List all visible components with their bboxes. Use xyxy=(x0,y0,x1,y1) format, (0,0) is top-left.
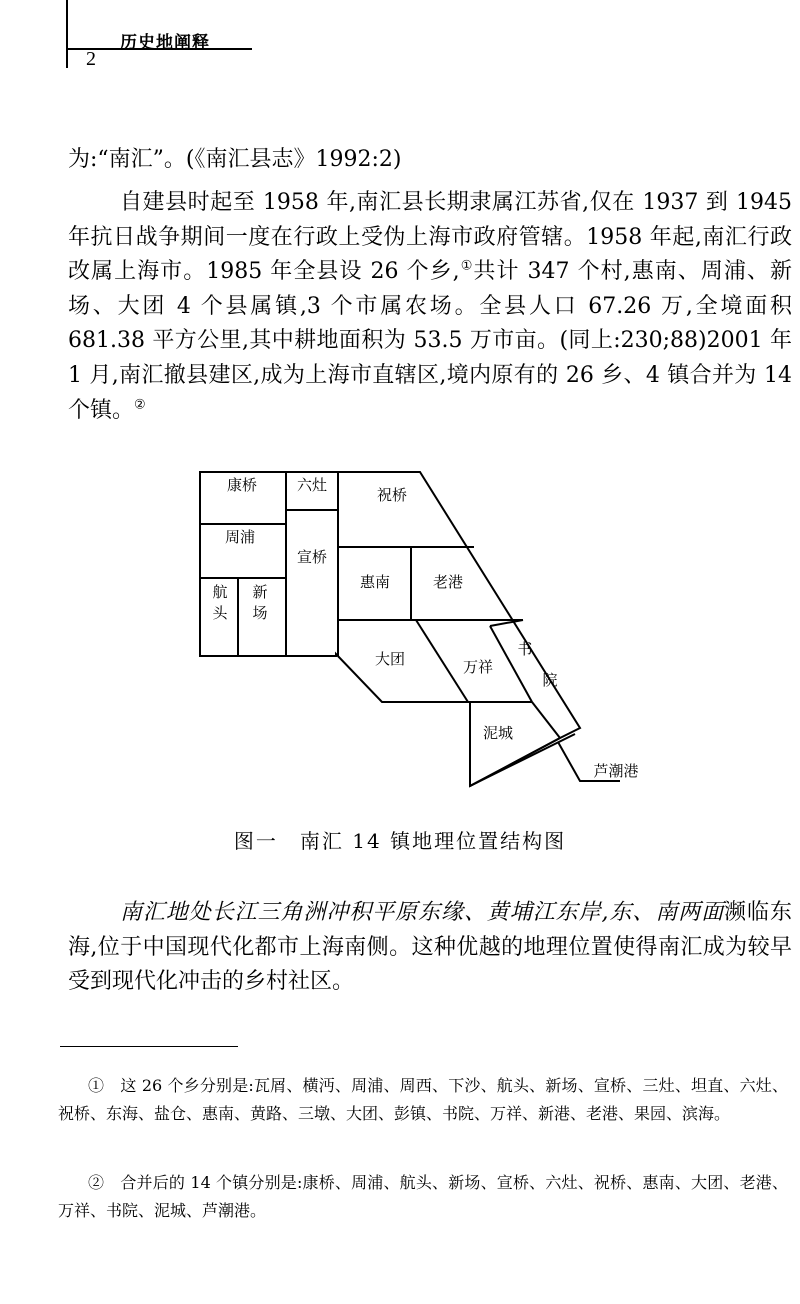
footnote-separator xyxy=(60,1046,238,1047)
nanhui-town-map xyxy=(180,466,639,796)
label-zhuqiao: 祝桥 xyxy=(376,486,408,504)
label-nicheng: 泥城 xyxy=(482,724,514,742)
page-number: 2 xyxy=(86,48,96,70)
label-hangtou-2: 头 xyxy=(212,604,228,622)
label-datuan: 大团 xyxy=(374,650,406,668)
footnote-1-text: 这 26 个乡分别是:瓦屑、横沔、周浦、周西、下沙、航头、新场、宣桥、三灶、坦直、六灶、祝桥、东海、盐仓、惠南、黄路、三墩、大团、彭镇、书院、万祥、新港、老港、果园、滨海。 xyxy=(58,1076,788,1123)
footnote-2-text: 合并后的 14 个镇分别是:康桥、周浦、航头、新场、宣桥、六灶、祝桥、惠南、大团、老港、万祥、书院、泥城、芦潮港。 xyxy=(58,1173,788,1220)
label-xinchang-1: 新 xyxy=(252,583,268,601)
label-xuanqiao: 宣桥 xyxy=(296,548,328,566)
footnote-ref-2[interactable]: ② xyxy=(134,397,146,413)
paragraph-1: 为:“南汇”。(《南汇县志》1992:2) xyxy=(68,147,402,172)
map-svg xyxy=(180,466,639,796)
paragraph-2-text-a: 自建县时起至 1958 年,南汇县长期隶属江苏省,仅在 1937 到 1945 年抗日战争期间一度在行政上受伪上海市政府管辖。1958 年起,南汇行政改属上海市。1985 年全县设 26 个乡, xyxy=(68,190,792,285)
border-shuyuan-south xyxy=(532,702,560,738)
label-laogang: 老港 xyxy=(432,573,464,591)
border-wanxiang-shuyuan xyxy=(490,626,532,702)
footnote-2-marker: ② xyxy=(88,1173,105,1192)
label-xinchang-2: 场 xyxy=(252,604,268,622)
paragraph-3-text: 濒临东海,位于中国现代化都市上海南侧。这种优越的地理位置使得南汇成为较早受到现代化冲击的乡村社区。 xyxy=(68,900,792,995)
paragraph-3-italic: 南汇地处长江三角洲冲积平原东缘、黄埔江东岸,东、南两面 xyxy=(120,900,725,925)
label-huinan: 惠南 xyxy=(359,573,391,591)
paragraph-3 xyxy=(68,896,792,1000)
label-zhoupu: 周浦 xyxy=(224,528,256,546)
label-shuyuan-2: 院 xyxy=(542,671,558,689)
border-datuan-wanxiang xyxy=(416,620,468,702)
label-wanxiang: 万祥 xyxy=(462,658,494,676)
footnote-1 xyxy=(58,1072,788,1127)
label-luchaogang: 芦潮港 xyxy=(593,762,639,780)
paragraph-2 xyxy=(68,186,792,428)
footnote-1-marker: ① xyxy=(88,1076,105,1095)
figure-caption: 图一 南汇 14 镇地理位置结构图 xyxy=(233,829,567,853)
paragraph-2-text-b: 共计 347 个村,惠南、周浦、新场、大团 4 个县属镇,3 个市属农场。全县人口 67.26 万,全境面积 681.38 平方公里,其中耕地面积为 53.5 万市亩。(同上:230;88)2001 年 1 月,南汇撤县建区,成为上海市直辖区,境内原有的 26 乡、4 镇合并为 14 个镇。 xyxy=(68,259,792,423)
running-title: 历史地阐释 xyxy=(120,33,210,53)
label-liuzao: 六灶 xyxy=(296,476,328,494)
footnote-2 xyxy=(58,1169,788,1224)
label-hangtou-1: 航 xyxy=(212,583,228,601)
label-shuyuan-1: 书 xyxy=(517,640,533,658)
footnote-ref-1[interactable]: ① xyxy=(459,258,474,274)
map-outline xyxy=(200,472,580,786)
label-kangqiao: 康桥 xyxy=(226,476,258,494)
header-vertical-rule xyxy=(66,0,68,68)
